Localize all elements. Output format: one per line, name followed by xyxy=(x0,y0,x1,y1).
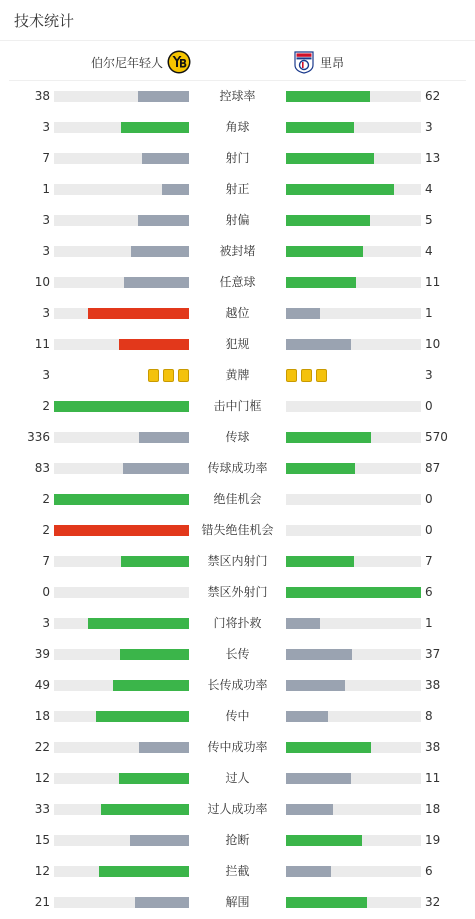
stat-label: 犯规 xyxy=(225,337,250,351)
home-stat-bar-track xyxy=(54,494,189,505)
home-stat-bar xyxy=(138,91,189,102)
home-stat-bar-track xyxy=(54,277,189,288)
home-stat-bar xyxy=(139,432,189,443)
yellow-card-icon xyxy=(178,369,189,382)
away-stat-bar-track xyxy=(286,494,421,505)
stat-label: 解围 xyxy=(225,895,250,909)
away-stat-value: 87 xyxy=(425,461,441,475)
away-stat-value: 11 xyxy=(425,771,441,785)
young-boys-crest-icon xyxy=(167,50,191,74)
away-stat-value: 3 xyxy=(425,120,433,134)
stat-label: 传球成功率 xyxy=(207,461,268,475)
stat-row xyxy=(0,267,475,298)
stat-row xyxy=(0,608,475,639)
home-stat-bar-track xyxy=(54,556,189,567)
home-stat-bar-track xyxy=(54,649,189,660)
home-stat-bar xyxy=(142,153,189,164)
away-stat-bar-track xyxy=(286,897,421,908)
away-stat-bar xyxy=(286,711,328,722)
away-stat-value: 13 xyxy=(425,151,441,165)
away-stat-value: 1 xyxy=(425,616,433,630)
home-stat-bar-track xyxy=(54,463,189,474)
home-stat-bar xyxy=(121,556,189,567)
away-stat-bar-track xyxy=(286,432,421,443)
away-stat-bar xyxy=(286,153,374,164)
stat-label: 击中门框 xyxy=(213,399,262,413)
stat-label: 长传成功率 xyxy=(207,678,268,692)
away-stat-bar xyxy=(286,742,371,753)
yellow-card-icon xyxy=(316,369,327,382)
stat-row xyxy=(0,453,475,484)
away-stat-value: 4 xyxy=(425,244,433,258)
home-stat-value: 49 xyxy=(34,678,50,692)
home-stat-value: 22 xyxy=(34,740,50,754)
stat-row xyxy=(0,577,475,608)
away-stat-value: 32 xyxy=(425,895,441,909)
home-stat-bar xyxy=(121,122,189,133)
stat-label: 射正 xyxy=(225,182,250,196)
home-stat-bar-track xyxy=(54,680,189,691)
home-stat-bar xyxy=(54,494,189,505)
stat-label: 禁区内射门 xyxy=(207,554,268,568)
home-stat-bar xyxy=(162,184,189,195)
away-stat-bar xyxy=(286,277,356,288)
team-header xyxy=(9,41,466,81)
away-stat-value: 62 xyxy=(425,89,441,103)
away-stat-bar xyxy=(286,339,351,350)
home-stat-bar-track xyxy=(54,618,189,629)
home-stat-bar-track xyxy=(54,866,189,877)
away-stat-value: 6 xyxy=(425,864,433,878)
home-stat-value: 3 xyxy=(42,306,50,320)
away-stat-bar xyxy=(286,556,354,567)
away-stat-bar-track xyxy=(286,463,421,474)
away-stat-bar-track xyxy=(286,680,421,691)
away-stat-bar xyxy=(286,308,320,319)
home-stat-bar xyxy=(123,463,189,474)
stat-row xyxy=(0,360,475,391)
away-stat-value: 3 xyxy=(425,368,433,382)
away-stat-bar-track xyxy=(286,556,421,567)
section-title: 技术统计 xyxy=(14,11,75,30)
home-stat-bar xyxy=(135,897,189,908)
home-stat-value: 33 xyxy=(34,802,50,816)
home-stat-bar xyxy=(99,866,189,877)
home-stat-bar xyxy=(131,246,189,257)
away-stat-bar xyxy=(286,649,352,660)
stat-row xyxy=(0,484,475,515)
away-stat-bar-track xyxy=(286,804,421,815)
away-stat-bar xyxy=(286,91,370,102)
home-stat-value: 2 xyxy=(42,492,50,506)
home-stat-value: 15 xyxy=(34,833,50,847)
home-stat-bar-track xyxy=(54,804,189,815)
away-stat-bar-track xyxy=(286,773,421,784)
away-stat-value: 0 xyxy=(425,399,433,413)
stat-label: 传球 xyxy=(225,430,250,444)
stat-row xyxy=(0,81,475,112)
home-stat-bar xyxy=(119,773,189,784)
yellow-card-icon xyxy=(163,369,174,382)
stat-row xyxy=(0,639,475,670)
stat-row xyxy=(0,794,475,825)
home-stat-bar xyxy=(139,742,189,753)
home-stat-bar-track xyxy=(54,711,189,722)
away-stat-bar-track xyxy=(286,742,421,753)
home-stat-bar-track xyxy=(54,432,189,443)
home-team-name: 伯尔尼年轻人 xyxy=(90,55,163,70)
away-stat-value: 5 xyxy=(425,213,433,227)
away-stat-bar xyxy=(286,246,363,257)
home-stat-bar-track xyxy=(54,525,189,536)
home-stat-value: 3 xyxy=(42,368,50,382)
home-stat-bar xyxy=(54,401,189,412)
lyon-crest-icon xyxy=(292,50,316,74)
stat-label: 控球率 xyxy=(219,89,256,103)
away-stat-bar xyxy=(286,432,371,443)
away-stat-bar xyxy=(286,897,367,908)
away-stat-bar-track xyxy=(286,215,421,226)
home-stat-value: 83 xyxy=(34,461,50,475)
away-stat-bar-track xyxy=(286,277,421,288)
home-stat-bar-track xyxy=(54,587,189,598)
away-stat-bar-track xyxy=(286,835,421,846)
stat-row xyxy=(0,515,475,546)
stat-row xyxy=(0,856,475,887)
home-stat-bar-track xyxy=(54,122,189,133)
away-stat-bar xyxy=(286,122,354,133)
home-stat-value: 2 xyxy=(42,523,50,537)
stat-row xyxy=(0,422,475,453)
stat-row xyxy=(0,298,475,329)
home-stat-value: 11 xyxy=(34,337,50,351)
away-stat-bar xyxy=(286,618,320,629)
away-stat-bar-track xyxy=(286,866,421,877)
stat-label: 传中 xyxy=(225,709,250,723)
stat-label: 禁区外射门 xyxy=(207,585,268,599)
away-stat-bar xyxy=(286,587,421,598)
stat-row xyxy=(0,112,475,143)
stat-label: 黄牌 xyxy=(225,368,250,382)
away-stat-value: 570 xyxy=(425,430,448,444)
away-stat-value: 0 xyxy=(425,492,433,506)
stat-row xyxy=(0,887,475,918)
stat-row xyxy=(0,329,475,360)
away-stat-bar-track xyxy=(286,401,421,412)
stat-row xyxy=(0,670,475,701)
home-stat-bar-track xyxy=(54,215,189,226)
home-stat-bar-track xyxy=(54,835,189,846)
home-stat-bar xyxy=(96,711,189,722)
home-stat-bar-track xyxy=(54,897,189,908)
home-stat-bar-track xyxy=(54,91,189,102)
away-stat-bar-track xyxy=(286,246,421,257)
stat-label: 被封堵 xyxy=(219,244,256,258)
stat-row xyxy=(0,732,475,763)
stat-row xyxy=(0,391,475,422)
away-stat-bar-track xyxy=(286,711,421,722)
home-stat-bar xyxy=(130,835,189,846)
away-team-name: 里昂 xyxy=(320,55,345,70)
home-stat-bar xyxy=(101,804,189,815)
away-stat-value: 8 xyxy=(425,709,433,723)
away-stat-bar-track xyxy=(286,308,421,319)
away-stat-bar xyxy=(286,773,351,784)
away-stat-value: 11 xyxy=(425,275,441,289)
stat-row xyxy=(0,825,475,856)
home-stat-bar-track xyxy=(54,773,189,784)
stat-label: 过人 xyxy=(225,771,250,785)
away-stat-bar xyxy=(286,866,331,877)
home-stat-bar xyxy=(88,618,189,629)
away-stat-value: 0 xyxy=(425,523,433,537)
stat-row xyxy=(0,546,475,577)
away-stat-bar-track xyxy=(286,91,421,102)
home-stat-value: 0 xyxy=(42,585,50,599)
home-stat-bar xyxy=(113,680,189,691)
stat-row xyxy=(0,205,475,236)
stat-label: 门将扑救 xyxy=(213,616,262,630)
away-stat-bar-track xyxy=(286,525,421,536)
stat-label: 长传 xyxy=(225,647,250,661)
away-stat-value: 10 xyxy=(425,337,441,351)
section-header xyxy=(0,0,475,41)
away-stat-bar xyxy=(286,804,333,815)
home-stat-value: 18 xyxy=(34,709,50,723)
home-stat-bar-track xyxy=(54,742,189,753)
home-yellow-cards xyxy=(144,369,189,382)
away-stat-value: 7 xyxy=(425,554,433,568)
home-stat-value: 1 xyxy=(42,182,50,196)
away-stat-value: 19 xyxy=(425,833,441,847)
away-stat-bar xyxy=(286,835,362,846)
home-stat-value: 7 xyxy=(42,554,50,568)
home-stat-value: 336 xyxy=(27,430,50,444)
home-stat-value: 7 xyxy=(42,151,50,165)
home-stat-value: 12 xyxy=(34,771,50,785)
home-stat-bar xyxy=(120,649,189,660)
yellow-card-icon xyxy=(148,369,159,382)
home-stat-bar-track xyxy=(54,401,189,412)
home-stat-bar xyxy=(119,339,189,350)
away-stat-value: 18 xyxy=(425,802,441,816)
home-stat-bar-track xyxy=(54,153,189,164)
home-stat-value: 21 xyxy=(34,895,50,909)
home-stat-bar xyxy=(88,308,189,319)
stat-label: 越位 xyxy=(225,306,250,320)
home-stat-value: 3 xyxy=(42,120,50,134)
home-stat-value: 38 xyxy=(34,89,50,103)
away-stat-value: 1 xyxy=(425,306,433,320)
home-stat-value: 39 xyxy=(34,647,50,661)
away-stat-bar-track xyxy=(286,122,421,133)
away-team[interactable] xyxy=(292,49,344,75)
stat-label: 拦截 xyxy=(225,864,250,878)
away-stat-value: 6 xyxy=(425,585,433,599)
away-stat-bar-track xyxy=(286,618,421,629)
stat-label: 传中成功率 xyxy=(207,740,268,754)
away-stat-bar xyxy=(286,680,345,691)
home-stat-value: 12 xyxy=(34,864,50,878)
home-stat-bar-track xyxy=(54,184,189,195)
home-stat-bar-track xyxy=(54,308,189,319)
away-stat-value: 37 xyxy=(425,647,441,661)
home-stat-value: 3 xyxy=(42,244,50,258)
away-yellow-cards xyxy=(286,369,331,382)
away-stat-value: 38 xyxy=(425,678,441,692)
stat-label: 任意球 xyxy=(219,275,256,289)
stat-row xyxy=(0,236,475,267)
stat-label: 射偏 xyxy=(225,213,250,227)
stat-row xyxy=(0,174,475,205)
yellow-card-icon xyxy=(301,369,312,382)
away-stat-value: 38 xyxy=(425,740,441,754)
stat-label: 过人成功率 xyxy=(207,802,268,816)
stat-label: 错失绝佳机会 xyxy=(201,523,274,537)
stat-label: 射门 xyxy=(225,151,250,165)
stat-label: 绝佳机会 xyxy=(213,492,262,506)
stat-label: 角球 xyxy=(225,120,250,134)
stat-row xyxy=(0,143,475,174)
away-stat-bar xyxy=(286,184,394,195)
home-stat-bar xyxy=(54,525,189,536)
away-stat-bar xyxy=(286,215,370,226)
away-stat-bar-track xyxy=(286,153,421,164)
stat-label: 抢断 xyxy=(225,833,250,847)
home-stat-value: 3 xyxy=(42,213,50,227)
away-stat-bar-track xyxy=(286,587,421,598)
yellow-card-icon xyxy=(286,369,297,382)
away-stat-bar-track xyxy=(286,184,421,195)
home-team[interactable] xyxy=(91,49,191,75)
home-stat-bar-track xyxy=(54,246,189,257)
stat-row xyxy=(0,763,475,794)
home-stat-bar xyxy=(124,277,189,288)
home-stat-value: 10 xyxy=(34,275,50,289)
home-stat-bar-track xyxy=(54,339,189,350)
home-stat-bar xyxy=(138,215,189,226)
home-stat-value: 2 xyxy=(42,399,50,413)
home-stat-value: 3 xyxy=(42,616,50,630)
away-stat-bar-track xyxy=(286,339,421,350)
stat-row xyxy=(0,701,475,732)
away-stat-bar xyxy=(286,463,355,474)
away-stat-bar-track xyxy=(286,649,421,660)
away-stat-value: 4 xyxy=(425,182,433,196)
